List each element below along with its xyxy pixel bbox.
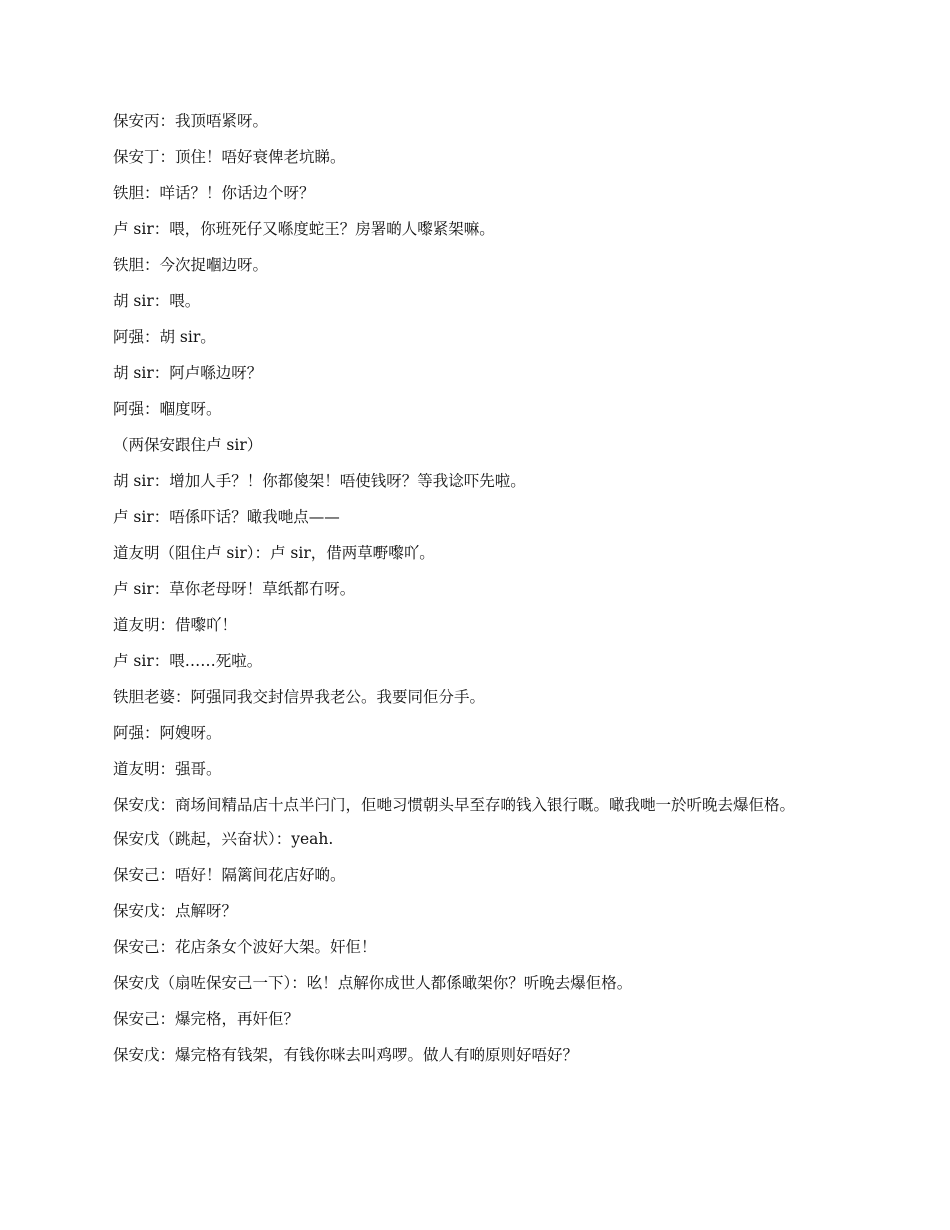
dialogue-line: 卢 sir：喂……死啦。 — [113, 652, 263, 670]
dialogue-line: 保安戊（跳起，兴奋状）：yeah. — [113, 830, 334, 848]
dialogue-line: 铁胆老婆：阿强同我交封信畀我老公。我要同佢分手。 — [113, 688, 486, 706]
dialogue-line: 胡 sir：增加人手？！你都傻架！唔使钱呀？等我谂吓先啦。 — [113, 472, 526, 490]
dialogue-line: 道友明：借嚟吖！ — [113, 616, 238, 634]
dialogue-line: 阿强：嗰度呀。 — [113, 400, 222, 418]
dialogue-line: 阿强：阿嫂呀。 — [113, 724, 222, 742]
dialogue-line: 保安戊（扇咗保安己一下）：吆！点解你成世人都係噉架你？听晚去爆佢格。 — [113, 974, 633, 992]
dialogue-line: 道友明：强哥。 — [113, 760, 222, 778]
dialogue-line: 阿强：胡 sir。 — [113, 328, 216, 346]
dialogue-line: 铁胆：今次捉嗰边呀。 — [113, 256, 269, 274]
dialogue-line: 保安己：唔好！隔篱间花店好啲。 — [113, 866, 346, 884]
stage-direction: （两保安跟住卢 sir） — [113, 436, 263, 454]
script-dialogue — [113, 112, 843, 1082]
dialogue-line: 道友明（阻住卢 sir）：卢 sir，借两草嘢嚟吖。 — [113, 544, 435, 562]
dialogue-line: 卢 sir：草你老母呀！草纸都冇呀。 — [113, 580, 356, 598]
dialogue-line: 卢 sir：唔係吓话？噉我哋点—— — [113, 508, 340, 526]
dialogue-line: 保安己：爆完格，再奸佢？ — [113, 1010, 300, 1028]
dialogue-line: 铁胆：咩话？！你话边个呀？ — [113, 184, 315, 202]
dialogue-line: 卢 sir：喂，你班死仔又喺度蛇王？房署啲人嚟紧架嘛。 — [113, 220, 495, 238]
dialogue-line: 保安丙：我顶唔紧呀。 — [113, 112, 269, 130]
dialogue-line: 保安戊：商场间精品店十点半闩门，佢哋习惯朝头早至存啲钱入银行嘅。噉我哋一於听晚去爆佢格。 — [113, 796, 796, 814]
dialogue-line: 保安戊：爆完格有钱架，有钱你咪去叫鸡啰。做人有啲原则好唔好？ — [113, 1046, 579, 1064]
dialogue-line: 保安戊：点解呀？ — [113, 902, 238, 920]
dialogue-line: 胡 sir：喂。 — [113, 292, 201, 310]
dialogue-line: 胡 sir：阿卢喺边呀？ — [113, 364, 263, 382]
dialogue-line: 保安己：花店条女个波好大架。奸佢！ — [113, 938, 377, 956]
dialogue-line: 保安丁：顶住！唔好衰俾老坑睇。 — [113, 148, 346, 166]
